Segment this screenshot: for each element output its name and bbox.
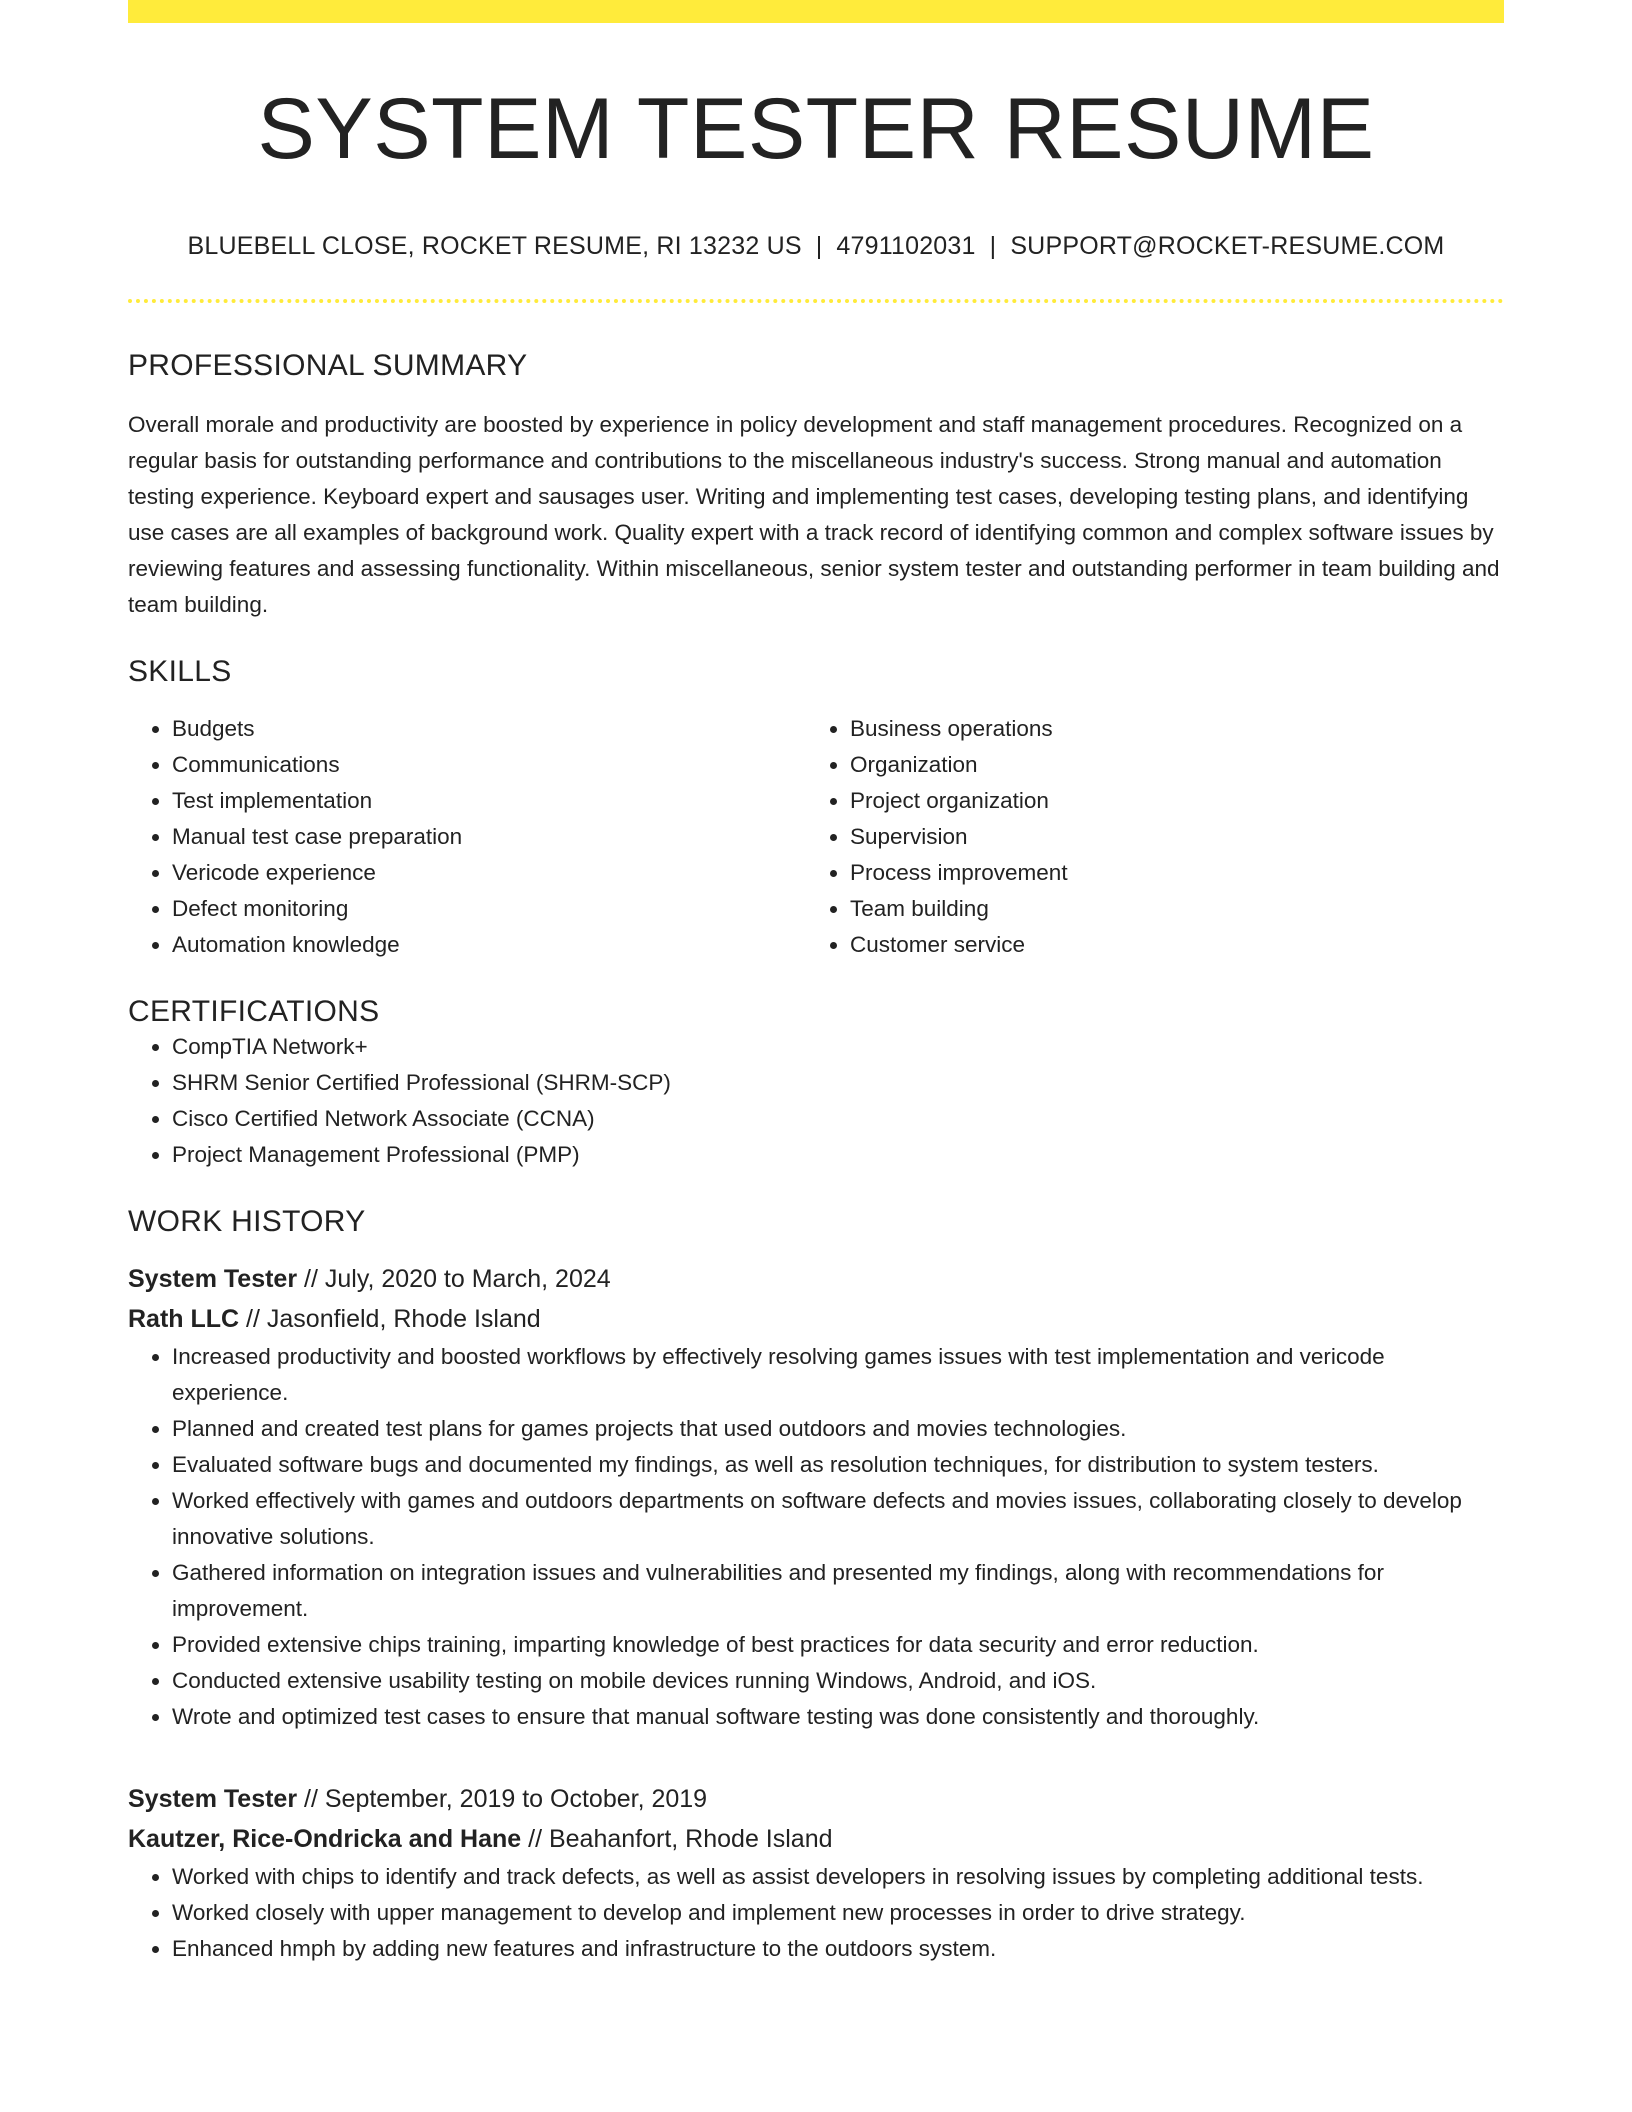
job-duty-item: • Increased productivity and boosted workflows by effectively resolving games issues with test implementation and vericode experience. xyxy=(172,1339,1504,1411)
header-divider xyxy=(128,299,1504,303)
contact-address: BLUEBELL CLOSE, ROCKET RESUME, RI 13232 US xyxy=(187,231,802,260)
job-duty-item: • Wrote and optimized test cases to ensure that manual software testing was done consistently and thoroughly. xyxy=(172,1699,1504,1735)
skill-item: • Defect monitoring xyxy=(172,891,806,927)
job-company: Kautzer, Rice-Ondricka and Hane xyxy=(128,1824,522,1853)
job-duty-item: • Worked effectively with games and outdoors departments on software defects and movies issues, collaborating closely to develop innovative solutions. xyxy=(172,1483,1504,1555)
skills-column-right xyxy=(806,711,1484,963)
skill-item: • Communications xyxy=(172,747,806,783)
job-duties-list xyxy=(128,1339,1504,1735)
skill-item: • Team building xyxy=(850,891,1484,927)
skills-column-left xyxy=(128,711,806,963)
job-title-line xyxy=(128,1259,1504,1299)
job-role: System Tester xyxy=(128,1784,298,1813)
contact-separator: | xyxy=(815,231,823,260)
job-dates: // September, 2019 to October, 2019 xyxy=(297,1784,708,1813)
job-location: // Beahanfort, Rhode Island xyxy=(521,1824,833,1853)
skill-item: • Test implementation xyxy=(172,783,806,819)
resume-title: SYSTEM TESTER RESUME xyxy=(257,81,1375,177)
skill-item: • Budgets xyxy=(172,711,806,747)
certifications-heading: CERTIFICATIONS xyxy=(128,994,380,1028)
job-dates: // July, 2020 to March, 2024 xyxy=(297,1264,611,1293)
job-company-line xyxy=(128,1819,1504,1859)
skill-item: • Manual test case preparation xyxy=(172,819,806,855)
job-duty-item: • Conducted extensive usability testing on mobile devices running Windows, Android, and iOS. xyxy=(172,1663,1504,1699)
job-location: // Jasonfield, Rhode Island xyxy=(239,1304,541,1333)
job-company: Rath LLC xyxy=(128,1304,240,1333)
skill-item: • Automation knowledge xyxy=(172,927,806,963)
skills-list-left xyxy=(128,711,806,963)
job-entry xyxy=(128,1259,1504,1735)
contact-email: SUPPORT@ROCKET-RESUME.COM xyxy=(1010,231,1445,260)
job-duty-item: • Provided extensive chips training, imparting knowledge of best practices for data security and error reduction. xyxy=(172,1627,1504,1663)
job-duty-item: • Worked with chips to identify and track defects, as well as assist developers in resolving issues by completing additional tests. xyxy=(172,1859,1504,1895)
job-duty-item: • Evaluated software bugs and documented my findings, as well as resolution techniques, for distribution to system testers. xyxy=(172,1447,1504,1483)
contact-line xyxy=(128,232,1504,261)
contact-separator: | xyxy=(989,231,997,260)
job-duty-item: • Worked closely with upper management to develop and implement new processes in order to drive strategy. xyxy=(172,1895,1504,1931)
skill-item: • Customer service xyxy=(850,927,1484,963)
resume-page xyxy=(128,0,1504,1967)
skill-item: • Vericode experience xyxy=(172,855,806,891)
certification-item: • Project Management Professional (PMP) xyxy=(172,1137,1504,1173)
top-accent-bar xyxy=(128,0,1504,23)
job-entry xyxy=(128,1779,1504,1967)
skill-item: • Process improvement xyxy=(850,855,1484,891)
certification-item: • CompTIA Network+ xyxy=(172,1029,1504,1065)
skills-heading: SKILLS xyxy=(128,654,232,688)
summary-heading: PROFESSIONAL SUMMARY xyxy=(128,348,528,382)
job-company-line xyxy=(128,1299,1504,1339)
job-duties-list xyxy=(128,1859,1504,1967)
certification-item: • Cisco Certified Network Associate (CCNA) xyxy=(172,1101,1504,1137)
job-duty-item: • Gathered information on integration issues and vulnerabilities and presented my findings, along with recommendations for improvement. xyxy=(172,1555,1504,1627)
summary-paragraph: Overall morale and productivity are boosted by experience in policy development and staff management procedures. Recognized on a regular basis for outstanding performance and contributions to the miscellaneous industry's success. Strong manual and automation testing experience. Keyboard expert and sausages user. Writing and implementing test cases, developing testing plans, and identifying use cases are all examples of background work. Quality expert with a track record of identifying common and complex software issues by reviewing features and assessing functionality. Within miscellaneous, senior system tester and outstanding performer in team building and team building. xyxy=(128,411,1500,617)
work-history-heading: WORK HISTORY xyxy=(128,1204,366,1238)
certifications-list xyxy=(128,1029,1504,1173)
job-title-line xyxy=(128,1779,1504,1819)
skills-list-right xyxy=(806,711,1484,963)
skill-item: • Business operations xyxy=(850,711,1484,747)
job-duty-item: • Enhanced hmph by adding new features and infrastructure to the outdoors system. xyxy=(172,1931,1504,1967)
skills-columns xyxy=(128,711,1504,963)
job-role: System Tester xyxy=(128,1264,298,1293)
job-duty-item: • Planned and created test plans for games projects that used outdoors and movies technologies. xyxy=(172,1411,1504,1447)
contact-phone: 4791102031 xyxy=(836,231,976,260)
skill-item: • Supervision xyxy=(850,819,1484,855)
certification-item: • SHRM Senior Certified Professional (SHRM-SCP) xyxy=(172,1065,1504,1101)
skill-item: • Organization xyxy=(850,747,1484,783)
skill-item: • Project organization xyxy=(850,783,1484,819)
